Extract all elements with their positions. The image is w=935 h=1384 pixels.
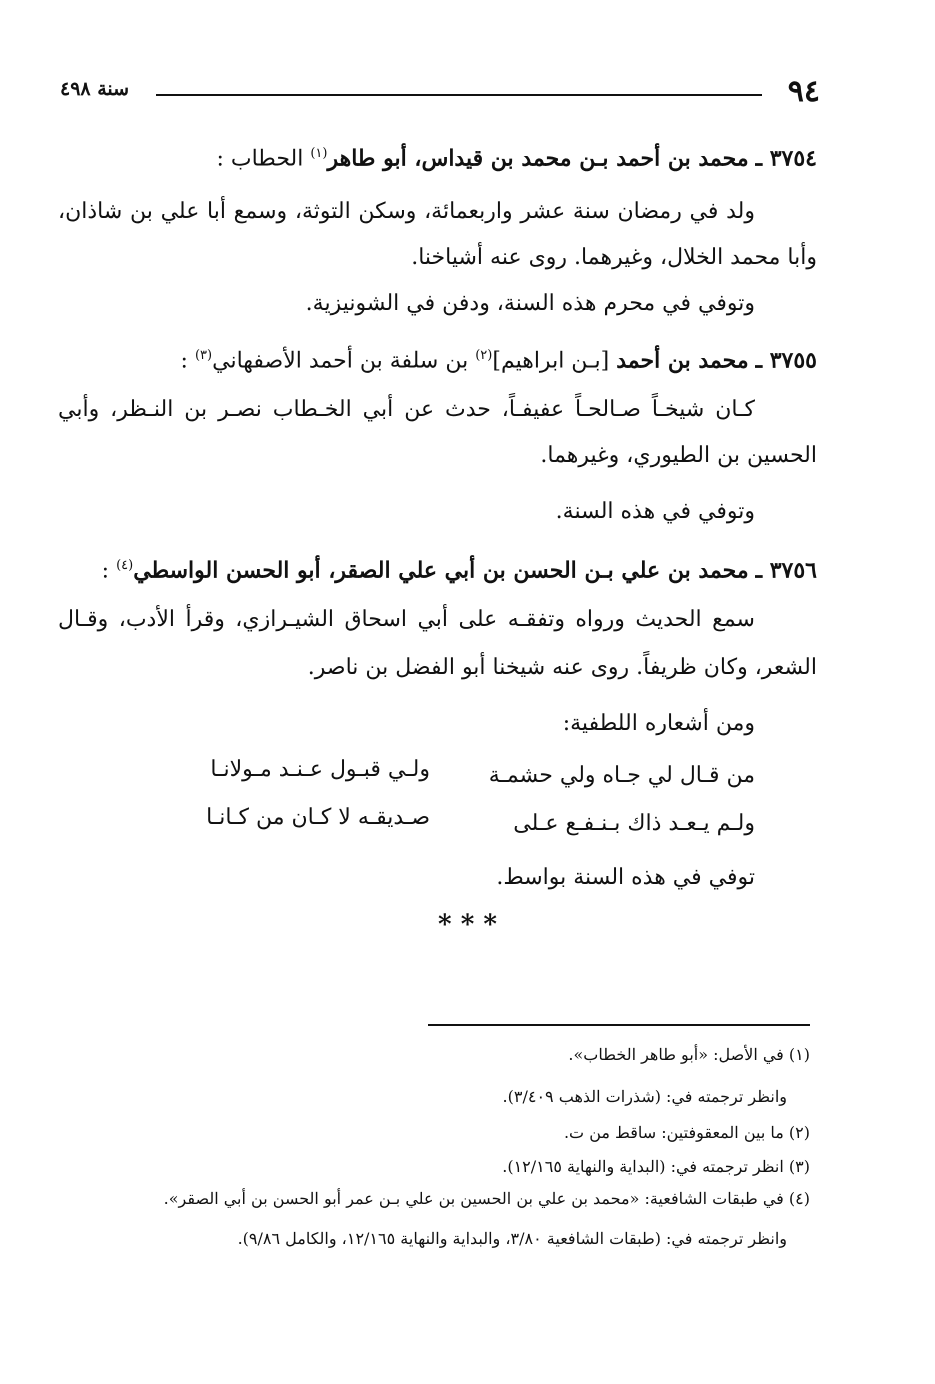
footnote: وانظر ترجمته في: (شذرات الذهب ٣/٤٠٩). [502, 1087, 787, 1106]
footnote: (١) في الأصل: «أبو طاهر الخطاب». [568, 1045, 810, 1064]
entry-name: محمد بن أحمد بـن محمد بن قيداس، أبو طاهر [327, 145, 749, 172]
footnote: (٤) في طبقات الشافعية: «محمد بن علي بن الحسين بن علي بـن عمر أبو الحسن بن أبي الصقر». [163, 1189, 810, 1208]
footnote-rule [428, 1024, 810, 1026]
year-label: سنة ٤٩٨ [60, 78, 130, 100]
section-separator: * * * [438, 910, 497, 940]
footnote-ref: (٣) [194, 348, 213, 363]
entry-number: ٣٧٥٥ ـ [755, 347, 817, 374]
page-header [60, 74, 820, 114]
entry-text-line: ولد في رمضان سنة عشر واربعمائة، وسكن التوثة، وسمع أبا علي بن شاذان، [58, 199, 755, 224]
entry-text-line: ومن أشعاره اللطفية: [562, 711, 755, 736]
entry-text-line: الحسين بن الطيوري، وغيرهما. [540, 443, 817, 468]
entry-name-rest: الحطاب : [216, 146, 304, 172]
entry-name: محمد بن أحمد [616, 347, 749, 374]
footnote-ref: (٢) [475, 348, 493, 363]
poem-hemistich-first: من قـال لي جـاه ولي حشمـة [488, 763, 755, 788]
entry-bracket: [بـن ابراهيم] [492, 348, 610, 374]
entry-name: محمد بن علي بـن الحسن بن أبي علي الصقر، أبو الحسن الواسطي [133, 557, 749, 584]
entry-text-line: كـان شيخـاً صـالحـاً عفيفـاً، حدث عن أبي الخـطاب نصـر بن النـظر، وأبي [58, 397, 755, 422]
entry-text-line: وتوفي في محرم هذه السنة، ودفن في الشونيزية. [305, 291, 755, 316]
poem-hemistich-first: ولـم يـعـد ذاك بـنـفـع عـلى [513, 811, 755, 836]
footnote-ref: (٤) [116, 558, 134, 573]
entry-heading-3754 [117, 136, 817, 177]
entry-heading-3755 [117, 338, 817, 379]
entry-text-line: الشعر، وكان ظريفاً. روى عنه شيخنا أبو الفضل بن ناصر. [307, 655, 817, 680]
footnote-ref: (١) [310, 146, 328, 161]
entry-text-line: وأبا محمد الخلال، وغيرهما. روى عنه أشياخنا. [411, 245, 817, 270]
page-number: ٩٤ [787, 74, 820, 109]
entry-text-line: سمع الحديث ورواه وتفقـه على أبي اسحاق الشيـرازي، وقرأ الأدب، وقـال [58, 607, 755, 632]
entry-closing-line: توفي في هذه السنة بواسط. [496, 865, 755, 890]
header-rule [156, 94, 762, 96]
entry-name-rest: بن سلفة بن أحمد الأصفهاني [212, 348, 469, 374]
footnote: (٢) ما بين المعقوفتين: ساقط من ت. [563, 1123, 810, 1142]
footnote: وانظر ترجمته في: (طبقات الشافعية ٣/٨٠، والبداية والنهاية ١٢/١٦٥، والكامل ٩/٨٦). [237, 1229, 787, 1248]
entry-number: ٣٧٥٦ ـ [755, 557, 817, 584]
entry-name-end: : [180, 348, 188, 374]
entry-number: ٣٧٥٤ ـ [755, 145, 817, 172]
entry-text-line: وتوفي في هذه السنة. [555, 499, 755, 524]
entry-name-end: : [101, 558, 110, 584]
poem-hemistich-second: صـديقـه لا كـان من كـانـا [206, 805, 430, 830]
entry-heading-3756 [101, 548, 817, 589]
footnote: (٣) انظر ترجمته في: (البداية والنهاية ١٢/١٦٥). [502, 1157, 810, 1176]
poem-hemistich-second: ولـي قبـول عـنـد مـولانـا [210, 757, 430, 782]
